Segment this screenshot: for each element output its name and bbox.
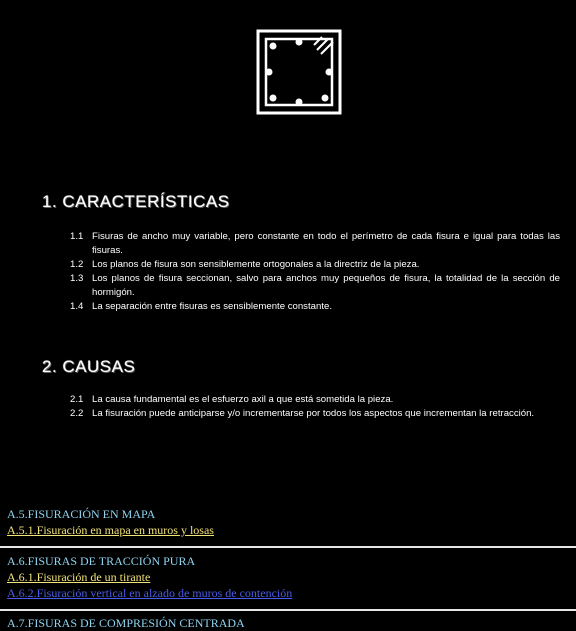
list-item: 2.1 La causa fundamental es el esfuerzo axil a que está sometida la pieza.: [70, 394, 394, 405]
section-title-causas: 2. CAUSAS: [42, 357, 136, 376]
rebar: [296, 99, 303, 106]
causes-list: [70, 393, 560, 421]
divider: [0, 546, 576, 548]
characteristics-list: [70, 230, 560, 314]
rebar: [270, 95, 277, 102]
nav-link-a6-2[interactable]: A.6.2.Fisuración vertical en alzado de muros de contención: [7, 586, 293, 600]
rebar: [326, 69, 333, 76]
list-item: 2.2 La fisuración puede anticiparse y/o incrementarse por todos los aspectos que incrementan la retracción.: [70, 408, 535, 419]
nav-section-a5: [0, 506, 576, 538]
divider: [0, 609, 576, 611]
section-title-caracteristicas: 1. CARACTERÍSTICAS: [42, 192, 230, 211]
rebar: [322, 95, 329, 102]
nav-heading-a7: A.7.FISURAS DE COMPRESIÓN CENTRADA: [7, 616, 245, 630]
rebar: [296, 39, 303, 46]
nav-heading-a5: A.5.FISURACIÓN EN MAPA: [7, 507, 156, 521]
rebar: [266, 69, 273, 76]
list-item: 1.3 Los planos de fisura seccionan, salvo para anchos muy pequeños de fisura, la totalidad de la sección de hormigón.: [70, 273, 560, 298]
nav-heading-a6: A.6.FISURAS DE TRACCIÓN PURA: [7, 554, 196, 568]
list-item: 1.2 Los planos de fisura son sensiblemente ortogonales a la directriz de la pieza.: [70, 259, 420, 270]
rebar: [270, 43, 277, 50]
list-item: 1.4 La separación entre fisuras es sensiblemente constante.: [70, 301, 332, 312]
nav-link-a6-1[interactable]: A.6.1.Fisuración de un tirante: [7, 570, 151, 584]
nav-section-a6: [0, 553, 576, 601]
list-item: 1.1 Fisuras de ancho muy variable, pero constante en todo el perímetro de cada fisura e igual para todas las fisuras.: [70, 231, 560, 256]
nav-section-a7: [0, 615, 576, 631]
column-cross-section-diagram: [256, 29, 342, 115]
nav-link-a5-1[interactable]: A.5.1.Fisuración en mapa en muros y losas: [7, 523, 214, 537]
